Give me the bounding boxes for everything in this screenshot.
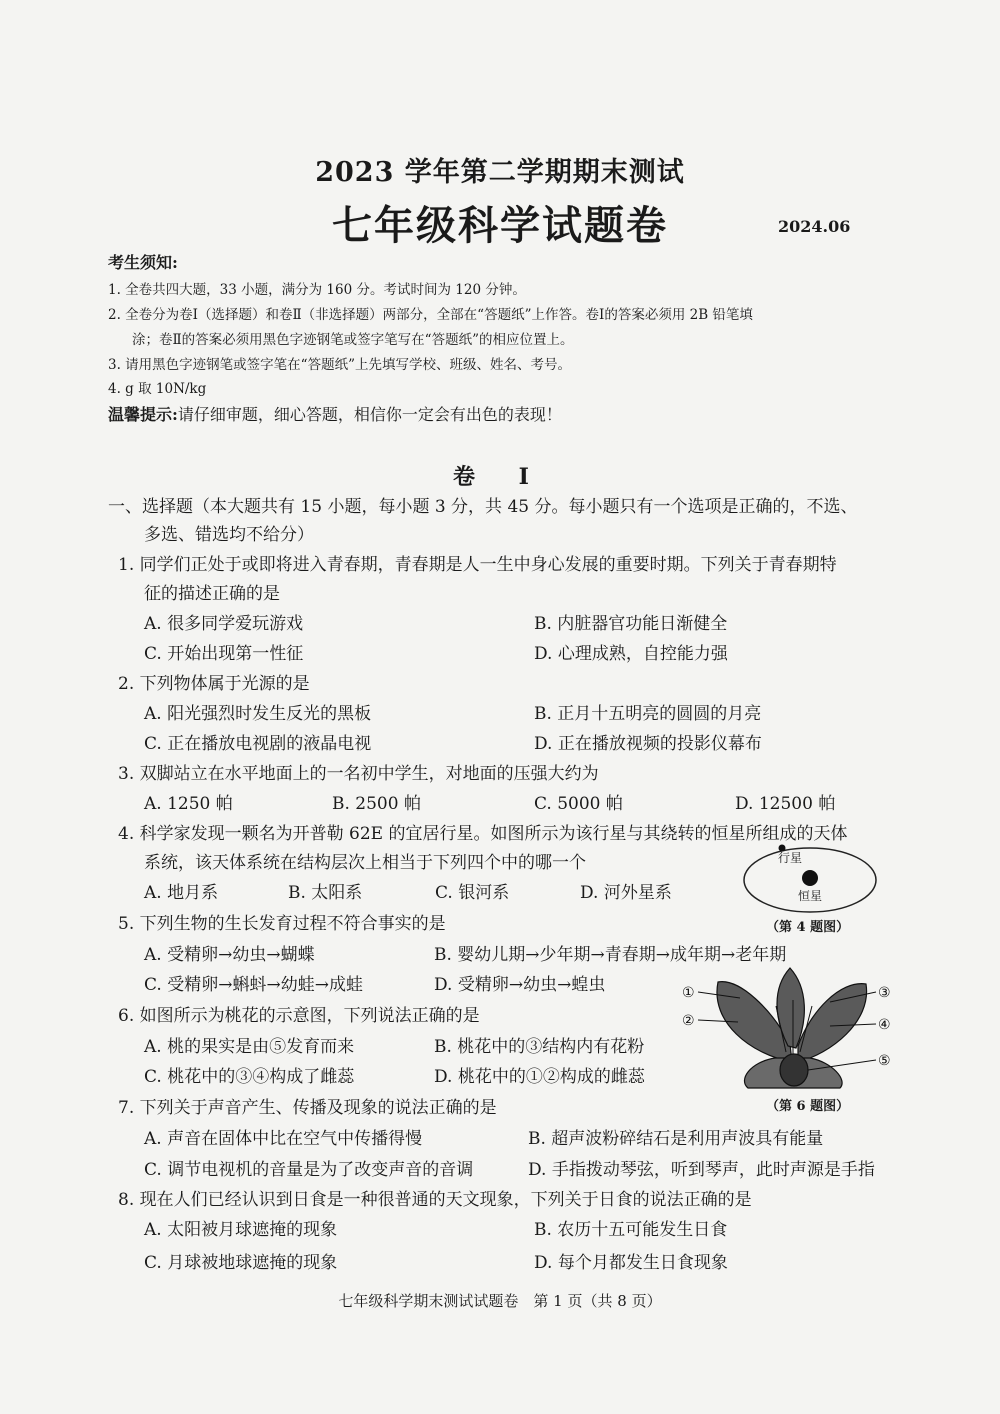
- q6-option-b: B. 桃花中的③结构内有花粉: [434, 1037, 645, 1057]
- notice-item-2-cont: 涂；卷Ⅱ的答案必须用黑色字迹钢笔或签字笔写在“答题纸”的相应位置上。: [132, 332, 574, 348]
- section-heading-line2: 多选、错选均不给分）: [144, 525, 314, 545]
- q4-stem-line2: 系统，该天体系统在结构层次上相当于下列四个中的哪一个: [144, 853, 586, 873]
- q7-option-b: B. 超声波粉碎结石是利用声波具有能量: [528, 1129, 824, 1149]
- q4-option-b: B. 太阳系: [288, 883, 363, 903]
- q6-option-a: A. 桃的果实是由⑤发育而来: [144, 1037, 355, 1057]
- q7-option-c: C. 调节电视机的音量是为了改变声音的音调: [144, 1160, 474, 1180]
- q1-stem-line2: 征的描述正确的是: [144, 584, 280, 604]
- flower-label-2: ②: [682, 1013, 695, 1029]
- part-heading: 卷 Ⅰ: [453, 464, 547, 490]
- q6-option-c: C. 桃花中的③④构成了雌蕊: [144, 1067, 355, 1087]
- q5-option-b: B. 婴幼儿期→少年期→青春期→成年期→老年期: [434, 945, 787, 965]
- tip-label: 温馨提示:: [108, 405, 178, 424]
- q6-stem: 6. 如图所示为桃花的示意图，下列说法正确的是: [118, 1006, 480, 1026]
- notice-item-3: 3. 请用黑色字迹钢笔或签字笔在“答题纸”上先填写学校、班级、姓名、考号。: [108, 357, 571, 373]
- q1-option-c: C. 开始出现第一性征: [144, 644, 304, 664]
- q1-option-a: A. 很多同学爱玩游戏: [144, 614, 304, 634]
- q2-option-c: C. 正在播放电视剧的液晶电视: [144, 734, 372, 754]
- q6-figure-flower: [680, 962, 900, 1092]
- q2-stem: 2. 下列物体属于光源的是: [118, 674, 310, 694]
- q8-option-a: A. 太阳被月球遮掩的现象: [144, 1220, 338, 1240]
- q1-option-b: B. 内脏器官功能日渐健全: [534, 614, 728, 634]
- planet-label: 行星: [778, 851, 803, 865]
- exam-date: 2024.06: [778, 217, 851, 236]
- notice-item-2: 2. 全卷分为卷Ⅰ（选择题）和卷Ⅱ（非选择题）两部分，全部在“答题纸”上作答。卷Ⅰ的答案必须用 2B 铅笔填: [108, 307, 753, 323]
- tip-text: 请仔细审题，细心答题，相信你一定会有出色的表现！: [177, 405, 562, 424]
- q8-option-c: C. 月球被地球遮掩的现象: [144, 1253, 338, 1273]
- q2-option-a: A. 阳光强烈时发生反光的黑板: [144, 704, 372, 724]
- q4-stem-line1: 4. 科学家发现一颗名为开普勒 62E 的宜居行星。如图所示为该行星与其绕转的恒星所组成的天体: [118, 824, 848, 844]
- section-heading-line1: 一、选择题（本大题共有 15 小题，每小题 3 分，共 45 分。每小题只有一个选项是正确的，不选、: [108, 497, 858, 517]
- notice-heading: 考生须知:: [108, 253, 178, 272]
- tip-line: [108, 402, 562, 425]
- q4-option-d: D. 河外星系: [580, 883, 672, 903]
- q7-option-d: D. 手指拨动琴弦，听到琴声，此时声源是手指: [528, 1160, 875, 1180]
- q2-option-d: D. 正在播放视频的投影仪幕布: [534, 734, 762, 754]
- q1-stem-line1: 1. 同学们正处于或即将进入青春期，青春期是人一生中身心发展的重要时期。下列关于青春期特: [118, 555, 837, 575]
- q5-option-d: D. 受精卵→幼虫→蝗虫: [434, 975, 606, 995]
- notice-item-4: 4. g 取 10N/kg: [108, 381, 207, 397]
- q4-figure-orbit: [740, 838, 880, 916]
- ovary: [780, 1054, 808, 1086]
- q3-option-c: C. 5000 帕: [534, 794, 623, 814]
- q2-option-b: B. 正月十五明亮的圆圆的月亮: [534, 704, 762, 724]
- q3-stem: 3. 双脚站立在水平地面上的一名初中学生，对地面的压强大约为: [118, 764, 599, 784]
- notice-item-1: 1. 全卷共四大题，33 小题，满分为 160 分。考试时间为 120 分钟。: [108, 282, 526, 298]
- q4-figure-caption: （第 4 题图）: [766, 920, 850, 935]
- q5-stem: 5. 下列生物的生长发育过程不符合事实的是: [118, 914, 446, 934]
- exam-title-line1: 2023 学年第二学期期末测试: [315, 157, 685, 188]
- star-dot: [802, 870, 818, 886]
- q6-option-d: D. 桃花中的①②构成的雌蕊: [434, 1067, 645, 1087]
- exam-title-line2: 七年级科学试题卷: [332, 202, 668, 249]
- q6-figure-caption: （第 6 题图）: [766, 1099, 850, 1114]
- flower-label-4: ④: [878, 1017, 891, 1033]
- q4-option-a: A. 地月系: [144, 883, 219, 903]
- q3-option-d: D. 12500 帕: [735, 794, 836, 814]
- q5-option-c: C. 受精卵→蝌蚪→幼蛙→成蛙: [144, 975, 363, 995]
- page-footer: 七年级科学期末测试试题卷 第 1 页（共 8 页）: [338, 1292, 662, 1310]
- q5-option-a: A. 受精卵→幼虫→蝴蝶: [144, 945, 315, 965]
- flower-label-3: ③: [878, 985, 891, 1001]
- flower-label-1: ①: [682, 985, 695, 1001]
- q3-option-a: A. 1250 帕: [144, 794, 233, 814]
- petal-right: [798, 984, 867, 1062]
- flower-label-5: ⑤: [878, 1053, 891, 1069]
- q7-stem: 7. 下列关于声音产生、传播及现象的说法正确的是: [118, 1098, 497, 1118]
- q8-stem: 8. 现在人们已经认识到日食是一种很普通的天文现象，下列关于日食的说法正确的是: [118, 1190, 752, 1210]
- q7-option-a: A. 声音在固体中比在空气中传播得慢: [144, 1129, 423, 1149]
- q3-option-b: B. 2500 帕: [332, 794, 421, 814]
- q8-option-b: B. 农历十五可能发生日食: [534, 1220, 728, 1240]
- q8-option-d: D. 每个月都发生日食现象: [534, 1253, 728, 1273]
- q1-option-d: D. 心理成熟，自控能力强: [534, 644, 728, 664]
- star-label: 恒星: [798, 889, 823, 903]
- q4-option-c: C. 银河系: [435, 883, 510, 903]
